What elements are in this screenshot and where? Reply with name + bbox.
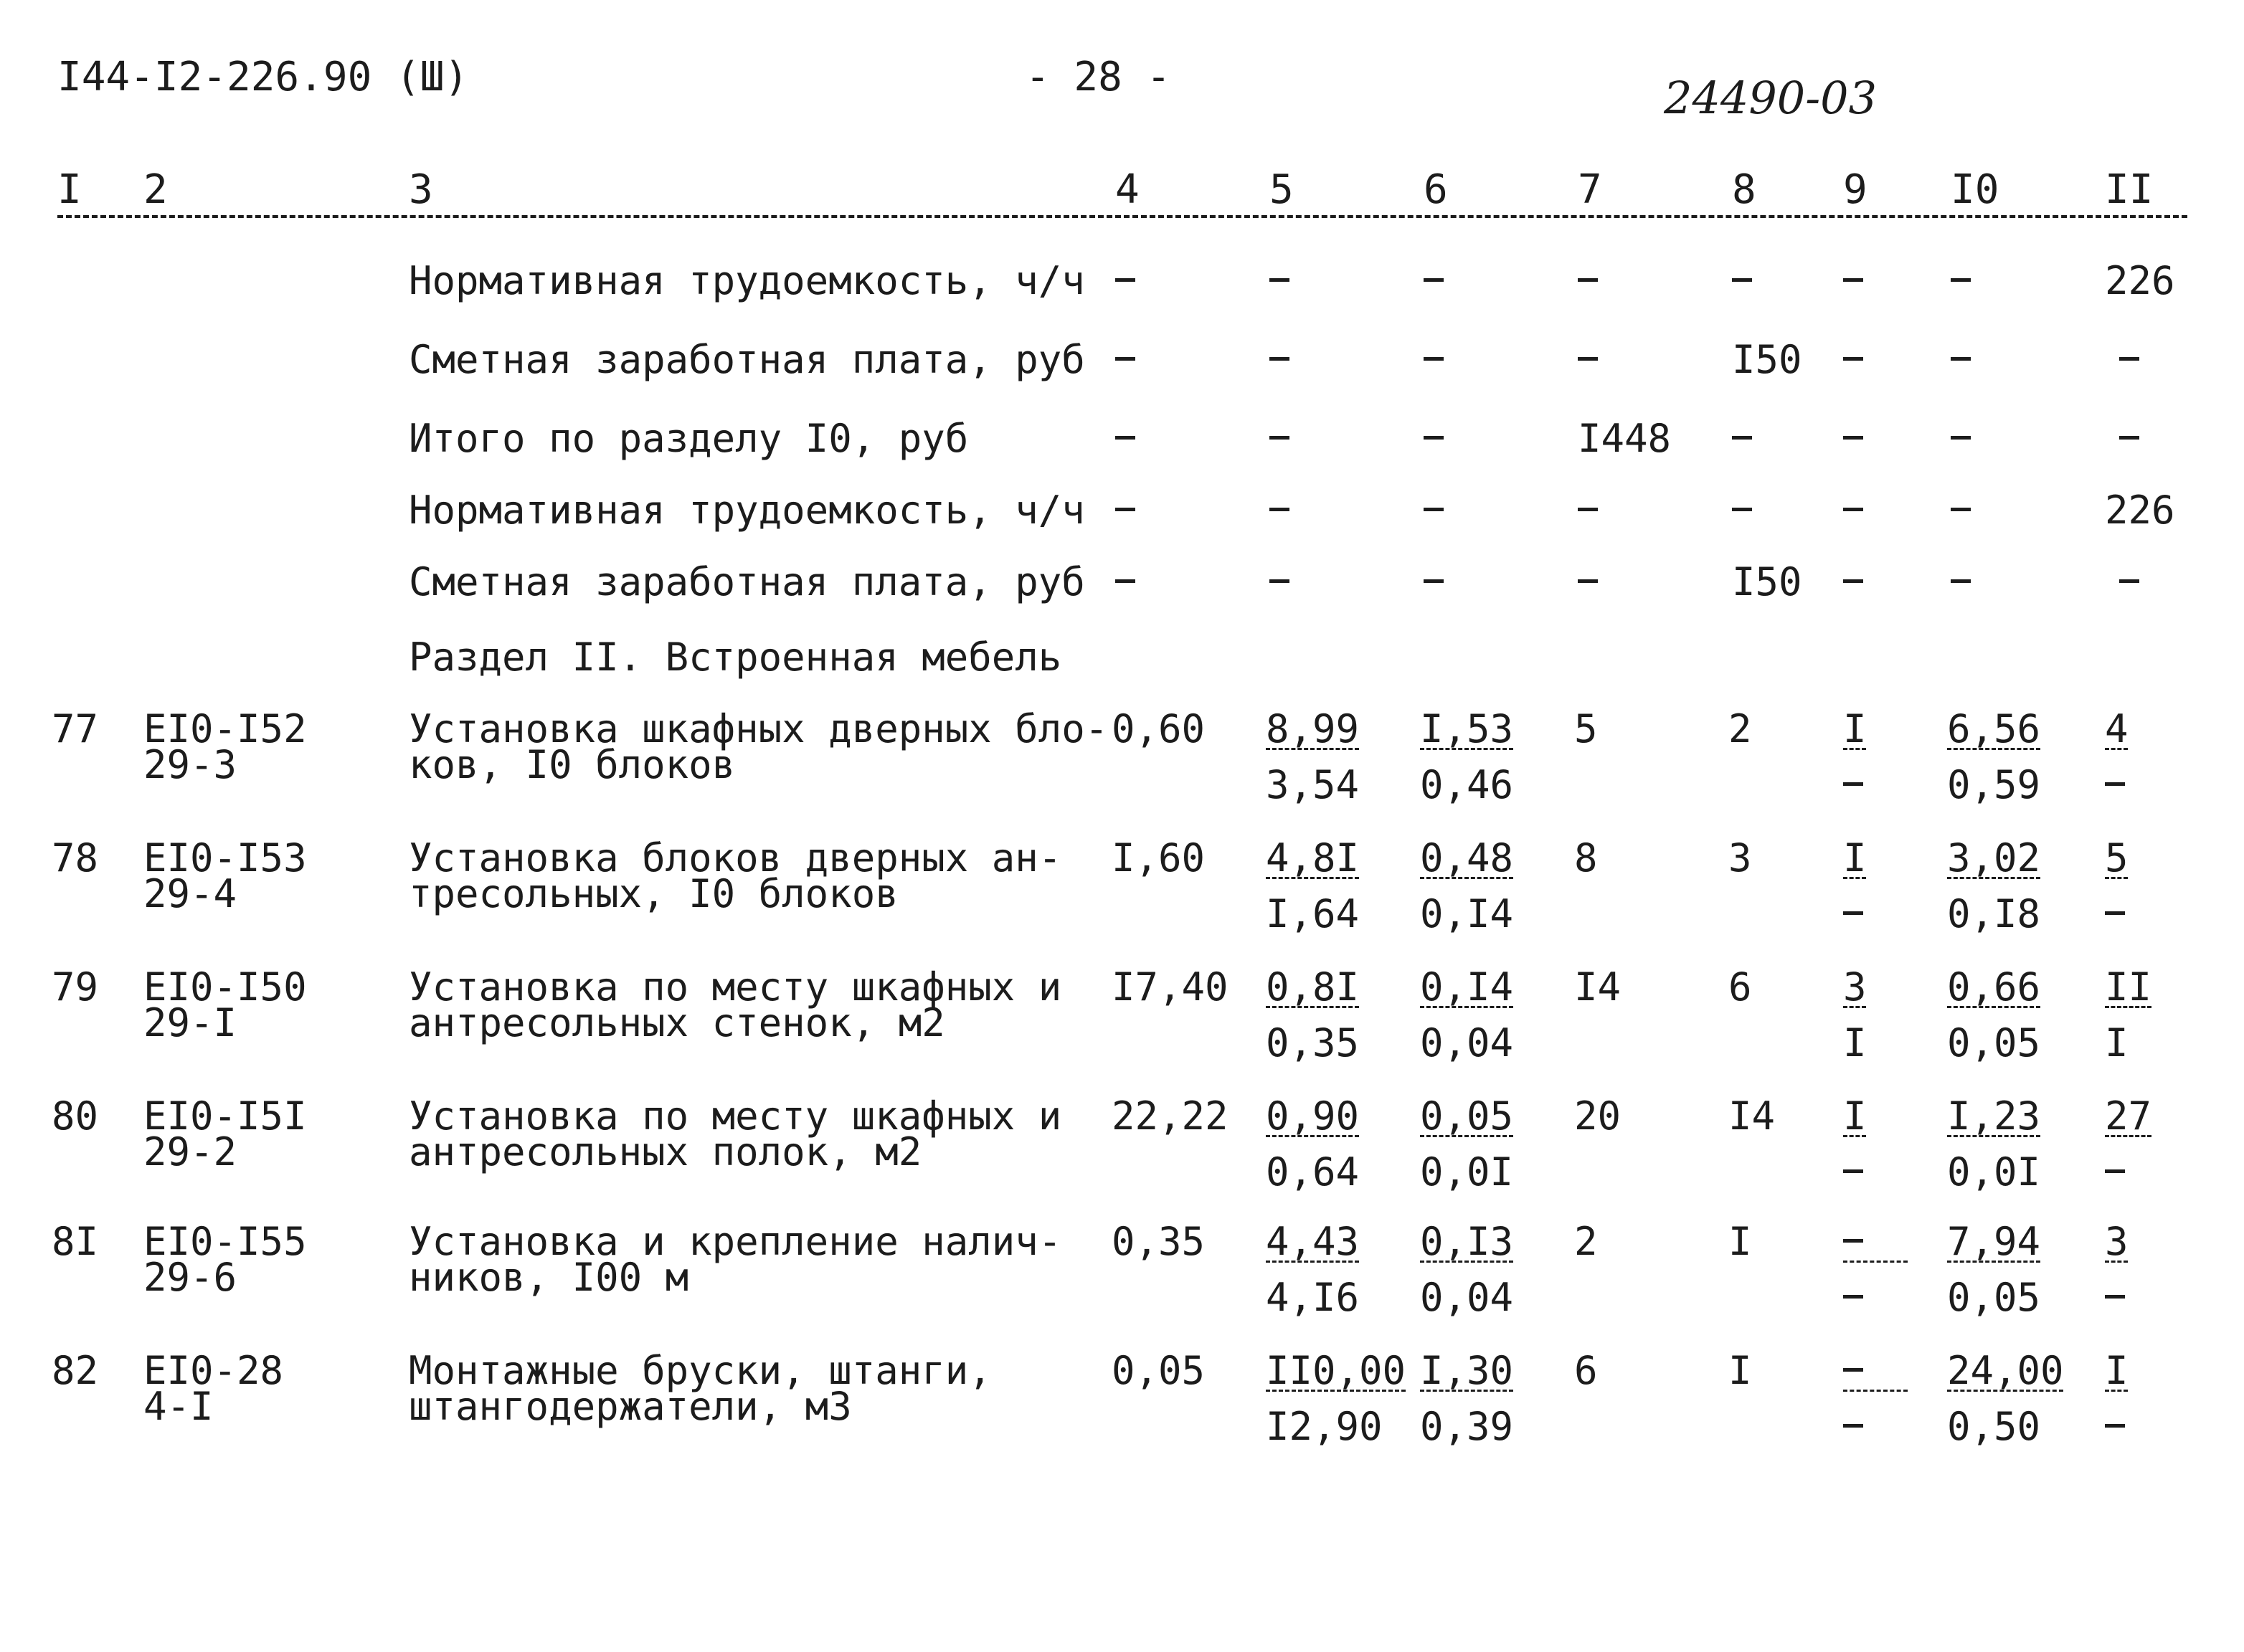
item-labor-mach-underline [1843,1390,1908,1392]
dash-cell [1269,436,1289,440]
item-code: EI0-I5I [143,1093,307,1139]
item-total-wage: 6 [1728,964,1752,1010]
item-labor-total: 4 [2105,706,2129,751]
item-code-sub: 29-2 [143,1129,237,1174]
item-machine-wage: 0,04 [1420,1275,1514,1320]
dash-cell [2119,579,2139,583]
header-divider [57,215,2187,218]
dash-cell [1269,508,1289,511]
item-labor-total: I [2105,1348,2129,1393]
column-number: II [2105,166,2154,213]
item-description-cont: ников, I00 м [409,1255,689,1300]
summary-value: I50 [1732,559,1802,604]
item-labor-norm-sub: 0,05 [1947,1020,2041,1065]
item-quantity: 0,60 [1112,706,1206,751]
dash-cell [1115,436,1135,440]
item-labor-mach-dash [1843,1239,1863,1243]
section-title: Раздел II. Встроенная мебель [409,635,1062,680]
item-labor-mach-underline [1843,1261,1908,1263]
column-number: 9 [1843,166,1867,213]
item-labor-mach: I [1843,1093,1867,1139]
item-labor-total-sub-dash [2105,1424,2125,1428]
dash-cell [1732,278,1752,282]
item-cost-total: 4,43 [1266,1219,1360,1264]
item-machine-wage: 0,04 [1420,1020,1514,1065]
item-labor-norm: 6,56 [1947,706,2041,751]
dash-cell [1732,508,1752,511]
item-description: Установка блоков дверных ан- [409,835,1062,880]
item-labor-norm: 7,94 [1947,1219,2041,1264]
document-code: I44-I2-226.90 (Ш) [57,54,469,100]
item-description-cont: ков, I0 блоков [409,742,736,787]
item-labor-norm-sub: 0,05 [1947,1275,2041,1320]
item-number: 82 [52,1348,99,1393]
summary-value: 226 [2105,258,2175,303]
item-machine-total: I,30 [1420,1348,1514,1393]
item-labor-norm-sub: 0,I8 [1947,891,2041,936]
item-code: EI0-I55 [143,1219,307,1264]
item-labor-mach: 3 [1843,964,1867,1010]
dash-cell [1951,357,1971,361]
item-labor-mach-sub-dash [1843,1424,1863,1428]
item-labor-norm: I,23 [1947,1093,2041,1139]
item-labor-norm: 3,02 [1947,835,2041,880]
dash-cell [1115,508,1135,511]
column-number: 2 [143,166,168,213]
item-labor-total-sub-dash [2105,911,2125,915]
summary-label: Итого по разделу I0, руб [409,416,969,461]
dash-cell [2119,436,2139,440]
item-machine-total: 0,I3 [1420,1219,1514,1264]
item-total-wage: I [1728,1348,1752,1393]
item-description: Установка по месту шкафных и [409,964,1062,1010]
item-description-cont: антресольных стенок, м2 [409,1000,945,1045]
dash-cell [1951,436,1971,440]
item-labor-mach-sub-dash [1843,782,1863,786]
dash-cell [2119,357,2139,361]
item-code-sub: 29-6 [143,1255,237,1300]
item-total-wage: 3 [1728,835,1752,880]
item-description: Установка шкафных дверных бло- [409,706,1109,751]
dash-cell [1843,278,1863,282]
item-labor-mach-sub-dash [1843,1295,1863,1299]
item-total-cost: 6 [1574,1348,1598,1393]
item-labor-total-sub-dash [2105,1295,2125,1299]
item-labor-mach: I [1843,835,1867,880]
dash-cell [1424,278,1444,282]
summary-label: Нормативная трудоемкость, ч/ч [409,488,1085,533]
item-description: Установка и крепление налич- [409,1219,1062,1264]
item-machine-wage: 0,39 [1420,1404,1514,1449]
dash-cell [1951,278,1971,282]
column-number: 6 [1424,166,1448,213]
item-machine-total: 0,48 [1420,835,1514,880]
item-number: 78 [52,835,99,880]
item-cost-wage: 4,I6 [1266,1275,1360,1320]
item-code-sub: 29-I [143,1000,237,1045]
item-cost-total: 0,90 [1266,1093,1360,1139]
dash-cell [1843,436,1863,440]
dash-cell [1951,508,1971,511]
column-number: 5 [1269,166,1294,213]
item-total-wage: I [1728,1219,1752,1264]
item-cost-wage: 3,54 [1266,762,1360,807]
item-labor-norm-sub: 0,50 [1947,1404,2041,1449]
item-number: 80 [52,1093,99,1139]
dash-cell [1424,357,1444,361]
dash-cell [1843,579,1863,583]
item-labor-norm-sub: 0,59 [1947,762,2041,807]
dash-cell [1269,278,1289,282]
column-number: I0 [1951,166,1999,213]
item-labor-mach-sub-dash [1843,911,1863,915]
item-cost-total: 0,8I [1266,964,1360,1010]
item-cost-total: 4,8I [1266,835,1360,880]
item-code: EI0-I52 [143,706,307,751]
item-machine-total: 0,I4 [1420,964,1514,1010]
column-number: 8 [1732,166,1756,213]
item-cost-wage: I,64 [1266,891,1360,936]
column-number: I [57,166,82,213]
item-cost-total: II0,00 [1266,1348,1406,1393]
dash-cell [1578,579,1598,583]
item-labor-mach-sub: I [1843,1020,1867,1065]
item-total-wage: I4 [1728,1093,1776,1139]
summary-value: 226 [2105,488,2175,533]
dash-cell [1732,436,1752,440]
item-description-cont: тресольных, I0 блоков [409,871,899,916]
item-labor-mach-dash [1843,1368,1863,1372]
dash-cell [1115,278,1135,282]
item-description: Установка по месту шкафных и [409,1093,1062,1139]
dash-cell [1578,357,1598,361]
column-number: 3 [409,166,433,213]
item-cost-total: 8,99 [1266,706,1360,751]
item-code-sub: 29-4 [143,871,237,916]
dash-cell [1115,579,1135,583]
summary-value: I50 [1732,337,1802,382]
summary-value: I448 [1578,416,1672,461]
dash-cell [1269,357,1289,361]
item-labor-total-sub: I [2105,1020,2129,1065]
item-code-sub: 29-3 [143,742,237,787]
item-labor-mach: I [1843,706,1867,751]
item-labor-total-sub-dash [2105,782,2125,786]
summary-label: Сметная заработная плата, руб [409,337,1085,382]
dash-cell [1951,579,1971,583]
dash-cell [1424,579,1444,583]
item-code: EI0-28 [143,1348,284,1393]
item-machine-wage: 0,I4 [1420,891,1514,936]
item-number: 79 [52,964,99,1010]
item-code-sub: 4-I [143,1384,214,1429]
dash-cell [1424,508,1444,511]
dash-cell [1578,278,1598,282]
item-quantity: 0,05 [1112,1348,1206,1393]
item-labor-total: 5 [2105,835,2129,880]
dash-cell [1269,579,1289,583]
item-cost-wage: I2,90 [1266,1404,1383,1449]
summary-label: Нормативная трудоемкость, ч/ч [409,258,1085,303]
summary-label: Сметная заработная плата, руб [409,559,1085,604]
item-machine-total: 0,05 [1420,1093,1514,1139]
item-cost-wage: 0,64 [1266,1149,1360,1195]
item-number: 8I [52,1219,99,1264]
item-labor-norm: 0,66 [1947,964,2041,1010]
page-number: - 28 - [1026,54,1171,100]
dash-cell [1424,436,1444,440]
dash-cell [1115,357,1135,361]
item-description-cont: антресольных полок, м2 [409,1129,922,1174]
dash-cell [1843,357,1863,361]
item-quantity: 0,35 [1112,1219,1206,1264]
item-total-wage: 2 [1728,706,1752,751]
item-total-cost: 20 [1574,1093,1622,1139]
item-code: EI0-I53 [143,835,307,880]
item-quantity: I7,40 [1112,964,1228,1010]
item-labor-total-sub-dash [2105,1169,2125,1173]
item-labor-total: 27 [2105,1093,2152,1139]
item-labor-norm: 24,00 [1947,1348,2064,1393]
item-labor-norm-sub: 0,0I [1947,1149,2041,1195]
dash-cell [1578,508,1598,511]
archive-number: 24490-03 [1664,72,1878,124]
item-total-cost: 5 [1574,706,1598,751]
item-labor-mach-sub-dash [1843,1169,1863,1173]
column-number: 7 [1578,166,1602,213]
item-quantity: I,60 [1112,835,1206,880]
item-labor-total: 3 [2105,1219,2129,1264]
item-description: Монтажные бруски, штанги, [409,1348,992,1393]
item-cost-wage: 0,35 [1266,1020,1360,1065]
item-total-cost: 2 [1574,1219,1598,1264]
item-labor-total: II [2105,964,2152,1010]
item-number: 77 [52,706,99,751]
item-description-cont: штангодержатели, м3 [409,1384,852,1429]
item-quantity: 22,22 [1112,1093,1228,1139]
item-machine-wage: 0,0I [1420,1149,1514,1195]
item-total-cost: I4 [1574,964,1622,1010]
dash-cell [1843,508,1863,511]
item-total-cost: 8 [1574,835,1598,880]
item-machine-total: I,53 [1420,706,1514,751]
item-code: EI0-I50 [143,964,307,1010]
item-machine-wage: 0,46 [1420,762,1514,807]
column-number: 4 [1115,166,1140,213]
